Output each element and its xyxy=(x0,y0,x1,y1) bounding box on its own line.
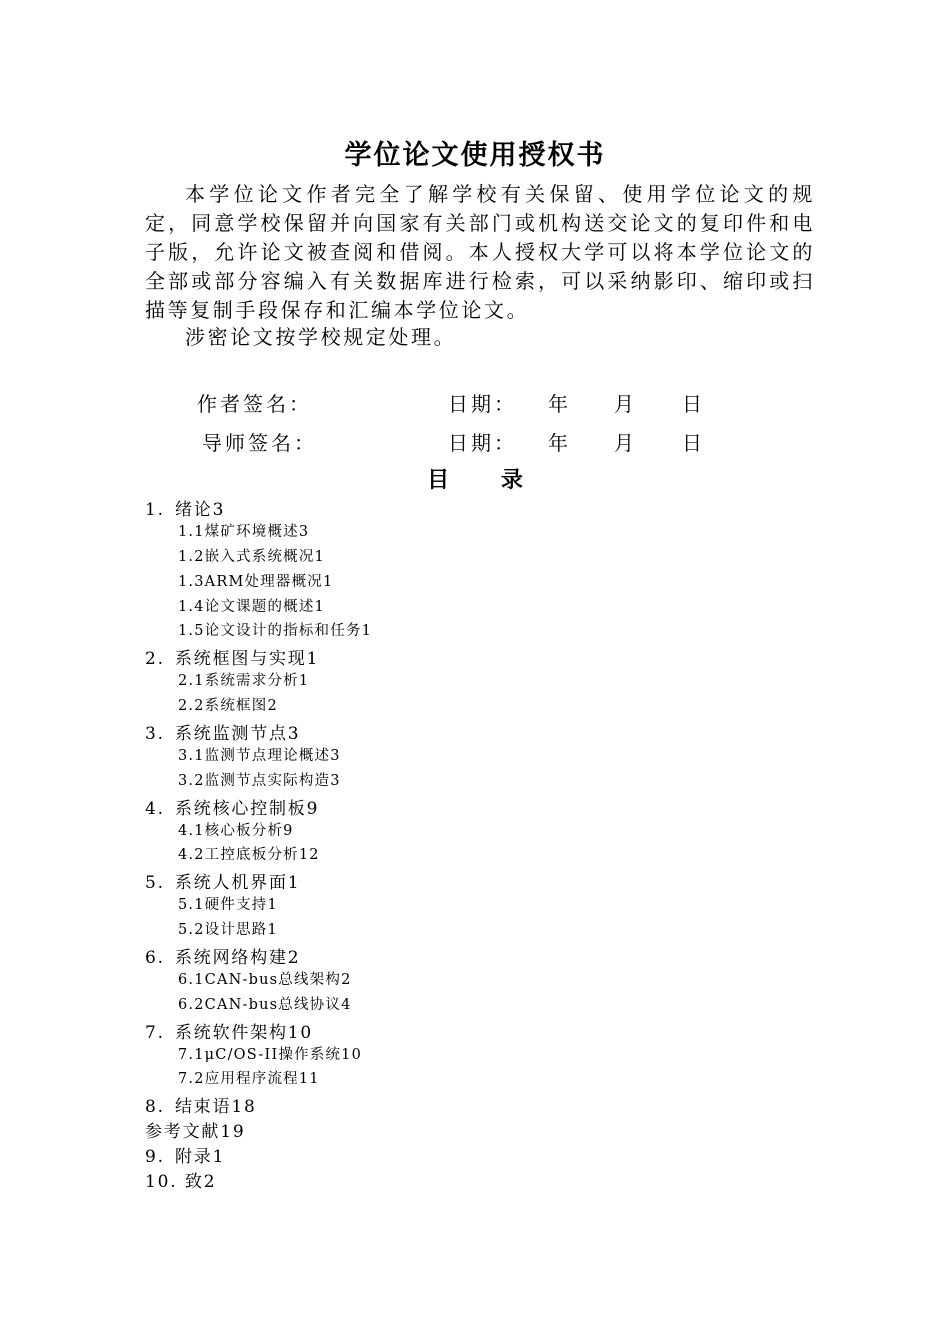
toc-section-entry[interactable] xyxy=(145,694,372,719)
toc-entry-text: 1.1煤矿环境概述3 xyxy=(178,523,310,540)
toc-chapter-entry[interactable] xyxy=(145,943,372,968)
toc-entry-number: 1. xyxy=(145,500,165,520)
toc-section-entry[interactable] xyxy=(145,968,372,993)
toc-section-entry[interactable] xyxy=(145,595,372,620)
toc-section-entry[interactable] xyxy=(145,769,372,794)
advisor-year-label: 年 xyxy=(548,431,571,455)
toc-entry-text: 2.2系统框图2 xyxy=(178,698,278,715)
toc-entry-text: 绪论3 xyxy=(175,500,226,520)
toc-entry-number: 4. xyxy=(145,798,165,819)
toc-title: 目 录 xyxy=(427,467,545,493)
classified-note: 涉密论文按学校规定处理。 xyxy=(185,325,457,349)
toc-entry-number: 6. xyxy=(145,948,165,969)
toc-chapter-entry[interactable] xyxy=(145,644,372,669)
toc-chapter-entry[interactable] xyxy=(145,719,372,744)
toc-entry-text: 5.2设计思路1 xyxy=(178,922,278,939)
author-day-label: 日 xyxy=(682,392,705,416)
toc-entry-text: 附录1 xyxy=(175,1147,226,1168)
toc-entry-text: 5.1硬件支持1 xyxy=(178,897,278,914)
toc-entry-text: 参考文献19 xyxy=(145,1122,246,1143)
advisor-day-label: 日 xyxy=(682,431,705,455)
toc-entry-text: 7.2应用程序流程11 xyxy=(178,1071,320,1088)
toc-entry-text: 系统网络构建2 xyxy=(175,948,301,969)
toc-chapter-entry[interactable] xyxy=(145,1018,372,1043)
toc-section-entry[interactable] xyxy=(145,893,372,918)
toc-entry-number: 7. xyxy=(145,1022,165,1043)
toc-section-entry[interactable] xyxy=(145,520,372,545)
toc-chapter-entry[interactable] xyxy=(145,1117,372,1142)
toc-section-entry[interactable] xyxy=(145,545,372,570)
toc-chapter-entry[interactable] xyxy=(145,495,372,520)
toc-entry-text: 致2 xyxy=(185,1172,217,1193)
toc-entry-text: 1.4论文课题的概述1 xyxy=(178,598,325,615)
toc-entry-number: 2. xyxy=(145,649,165,670)
toc-entry-text: 6.2CAN-bus总线协议4 xyxy=(178,996,352,1013)
advisor-date-label: 日期： xyxy=(448,431,517,455)
toc-section-entry[interactable] xyxy=(145,1067,372,1092)
toc-entry-text: 系统核心控制板9 xyxy=(175,798,320,819)
author-month-label: 月 xyxy=(614,392,637,416)
advisor-signature-label: 导师签名： xyxy=(202,431,317,455)
author-date-label: 日期： xyxy=(448,392,517,416)
advisor-month-label: 月 xyxy=(614,431,637,455)
toc-entry-text: 结束语18 xyxy=(175,1097,257,1118)
table-of-contents xyxy=(145,495,372,1192)
toc-section-entry[interactable] xyxy=(145,918,372,943)
toc-section-entry[interactable] xyxy=(145,843,372,868)
toc-entry-text: 系统人机界面1 xyxy=(175,873,301,894)
toc-entry-number: 5. xyxy=(145,873,165,894)
toc-entry-text: 1.5论文设计的指标和任务1 xyxy=(178,623,373,640)
authorization-paragraph: 本学位论文作者完全了解学校有关保留、使用学位论文的规定，同意学校保留并向国家有关部门或机构送交论文的复印件和电子版，允许论文被查阅和借阅。本人授权大学可以将本学位论文的全部或部分容编入有关数据库进行检索，可以采纳影印、缩印或扫描等复制手段保存和汇编本学位论文。 xyxy=(145,182,815,322)
toc-section-entry[interactable] xyxy=(145,744,372,769)
toc-entry-text: 3.1监测节点理论概述3 xyxy=(178,747,341,764)
toc-entry-text: 系统框图与实现1 xyxy=(175,649,320,670)
toc-entry-text: 系统软件架构10 xyxy=(175,1022,314,1043)
document-title: 学位论文使用授权书 xyxy=(344,140,606,171)
toc-entry-text: 2.1系统需求分析1 xyxy=(178,673,310,690)
toc-entry-text: 系统监测节点3 xyxy=(175,724,301,745)
author-year-label: 年 xyxy=(548,392,571,416)
toc-entry-number: 3. xyxy=(145,724,165,745)
toc-section-entry[interactable] xyxy=(145,619,372,644)
toc-entry-text: 4.2工控底板分析12 xyxy=(178,847,320,864)
author-signature-label: 作者签名： xyxy=(197,392,312,416)
toc-chapter-entry[interactable] xyxy=(145,1167,372,1192)
toc-section-entry[interactable] xyxy=(145,570,372,595)
toc-entry-number: 8. xyxy=(145,1097,165,1118)
toc-entry-text: 1.3ARM处理器概况1 xyxy=(178,573,334,590)
toc-entry-number: 9. xyxy=(145,1147,165,1168)
toc-entry-text: 1.2嵌入式系统概况1 xyxy=(178,548,325,565)
toc-entry-text: 7.1μC/OS-II操作系统10 xyxy=(178,1046,363,1063)
toc-section-entry[interactable] xyxy=(145,669,372,694)
toc-entry-number: 10. xyxy=(145,1172,178,1193)
toc-entry-text: 4.1核心板分析9 xyxy=(178,822,294,839)
toc-chapter-entry[interactable] xyxy=(145,794,372,819)
toc-chapter-entry[interactable] xyxy=(145,1142,372,1167)
toc-chapter-entry[interactable] xyxy=(145,1092,372,1117)
toc-chapter-entry[interactable] xyxy=(145,868,372,893)
toc-section-entry[interactable] xyxy=(145,1043,372,1068)
toc-section-entry[interactable] xyxy=(145,993,372,1018)
toc-section-entry[interactable] xyxy=(145,819,372,844)
toc-entry-text: 6.1CAN-bus总线架构2 xyxy=(178,971,352,988)
toc-entry-text: 3.2监测节点实际构造3 xyxy=(178,772,341,789)
